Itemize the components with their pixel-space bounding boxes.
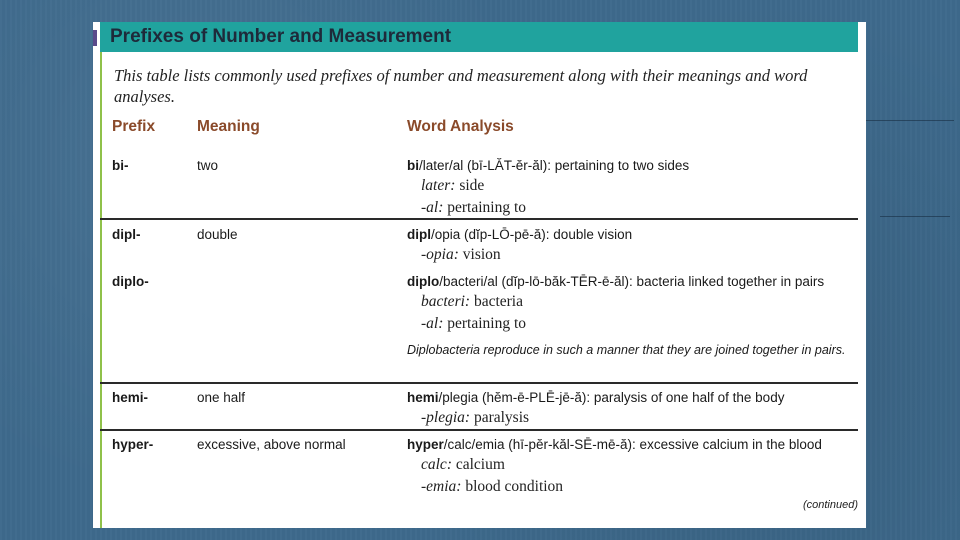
word-analysis [407, 390, 784, 405]
textbook-page [93, 22, 866, 528]
page-edge-tab [93, 30, 97, 46]
prefix-cell: bi- [112, 158, 129, 173]
header-word-analysis: Word Analysis [407, 118, 514, 135]
word-part [421, 199, 526, 217]
continued-label: (continued) [802, 499, 858, 511]
background-scratch [880, 216, 950, 217]
word-part-term: bacteri: [421, 293, 471, 310]
meaning-cell: two [197, 158, 219, 173]
row-divider [100, 382, 858, 384]
usage-note: Diplobacteria reproduce in such a manner that they are joined together in pairs. [407, 343, 846, 357]
prefix-cell: diplo- [112, 274, 149, 289]
word-part-def: calcium [455, 456, 505, 473]
word-part [421, 315, 526, 333]
meaning-cell: double [197, 227, 238, 242]
title-bar [100, 22, 858, 52]
word-root: hyper [407, 437, 444, 452]
word-part-term: -al: [421, 315, 444, 332]
word-part [421, 456, 505, 474]
word-part-def: side [459, 177, 485, 194]
word-analysis [407, 227, 632, 242]
word-analysis [407, 158, 689, 173]
word-part-term: -al: [421, 199, 444, 216]
word-part-term: later: [421, 177, 456, 194]
word-part-term: calc: [421, 456, 452, 473]
intro-text: This table lists commonly used prefixes of number and measurement along with their meanings and word analyses. [114, 66, 808, 106]
background-scratch [866, 120, 954, 121]
word-part-def: vision [462, 246, 501, 263]
word-part-term: -plegia: [421, 409, 471, 426]
word-root: bi [407, 158, 419, 173]
prefix-cell: hemi- [112, 390, 149, 405]
word-part [421, 246, 501, 264]
word-root: dipl [407, 227, 431, 242]
word-breakdown: /later/al (bī-LĂT-ĕr-ăl): pertaining to two sides [419, 158, 690, 173]
accent-rule [100, 52, 102, 528]
meaning-cell: excessive, above normal [197, 437, 346, 452]
word-part-def: paralysis [473, 409, 530, 426]
page-title: Prefixes of Number and Measurement [110, 26, 452, 47]
word-breakdown: /plegia (hĕm-ē-PLĒ-jē-ă): paralysis of one half of the body [438, 390, 785, 405]
prefix-cell: dipl- [112, 227, 141, 242]
word-root: hemi [407, 390, 439, 405]
word-breakdown: /bacteri/al (dĭp-lō-băk-TĒR-ē-ăl): bacteria linked together in pairs [439, 274, 825, 289]
header-meaning: Meaning [197, 118, 260, 135]
word-part-term: -emia: [421, 478, 462, 495]
row-divider [100, 218, 858, 220]
word-part [421, 293, 523, 311]
word-part-def: pertaining to [447, 315, 527, 332]
word-part-def: bacteria [473, 293, 523, 310]
word-part-def: pertaining to [447, 199, 527, 216]
word-part-term: -opia: [421, 246, 459, 263]
word-part [421, 478, 563, 496]
meaning-cell: one half [197, 390, 246, 405]
word-part [421, 177, 484, 195]
word-analysis [407, 437, 822, 452]
word-analysis [407, 274, 824, 289]
word-breakdown: /calc/emia (hī-pĕr-kăl-SĒ-mē-ă): excessive calcium in the blood [443, 437, 822, 452]
row-divider [100, 429, 858, 431]
word-root: diplo [407, 274, 440, 289]
word-breakdown: /opia (dĭp-LŌ-pē-ă): double vision [431, 227, 633, 242]
header-prefix: Prefix [112, 118, 156, 135]
word-part-def: blood condition [465, 478, 564, 495]
word-part [421, 409, 529, 427]
prefix-cell: hyper- [112, 437, 154, 452]
